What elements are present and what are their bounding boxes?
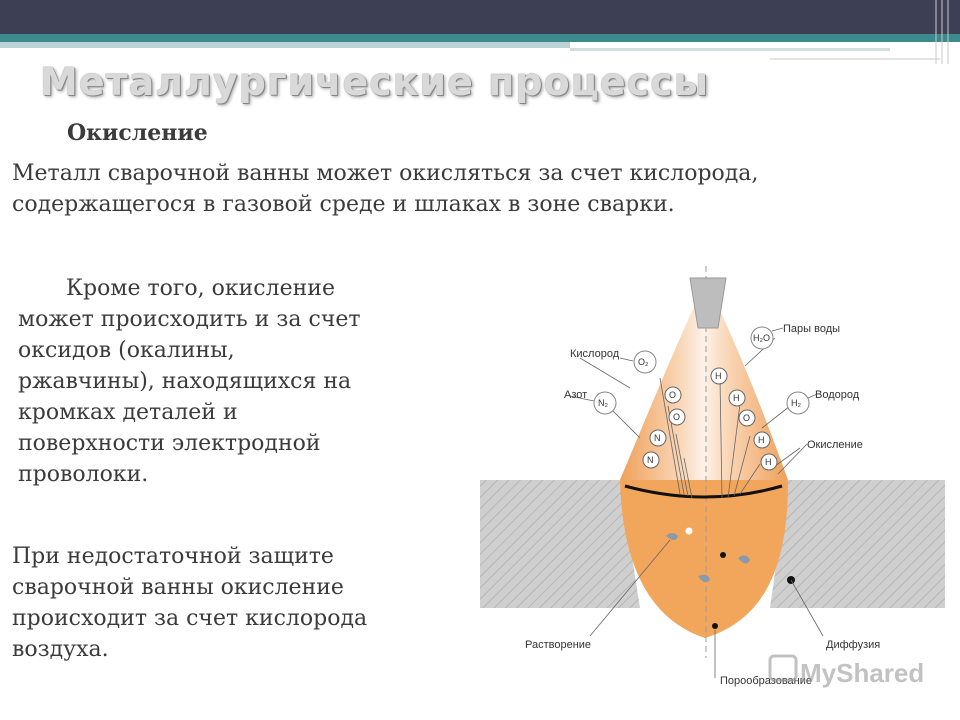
atom-h: H: [765, 457, 772, 467]
label-porosity: Порообразование: [720, 675, 813, 687]
label-nitrogen: Азот: [564, 389, 588, 401]
header-line-thin: [770, 58, 940, 60]
label-diffusion: Диффузия: [826, 639, 881, 651]
atom-o: O: [743, 413, 751, 423]
paragraph-3-line: При недостаточной защите: [12, 544, 334, 569]
paragraph-3-line: сварочной ванны окисление: [12, 575, 344, 600]
header-bar: [0, 0, 960, 34]
label-hydrogen: Водород: [815, 389, 860, 401]
atom-o: O: [669, 390, 677, 400]
atom-h: H: [733, 393, 740, 403]
subheading: Окисление: [67, 120, 208, 146]
paragraph-2-line: может происходить и за счет: [18, 307, 361, 332]
corner-decoration: [930, 0, 960, 64]
header-line: [570, 48, 890, 51]
header-stripe: [0, 34, 960, 42]
header-stripe-light: [0, 42, 570, 48]
molecule-o2: O₂: [638, 357, 649, 367]
atom-n: N: [654, 433, 661, 443]
paragraph-3-line: воздуха.: [12, 637, 109, 662]
paragraph-2: [18, 273, 468, 490]
paragraph-2-line: кромках деталей и: [18, 400, 238, 425]
paragraph-2-line: Кроме того, окисление: [66, 276, 335, 301]
molecule-h2o: H₂O: [753, 333, 770, 343]
label-water-vapor: Пары воды: [783, 323, 841, 335]
paragraph-1: Металл сварочной ванны может окисляться за счет кислорода, содержащегося в газовой среде и шлаках в зоне сварки.: [12, 161, 759, 217]
atom-o: O: [673, 412, 681, 422]
atom-h: H: [758, 435, 765, 445]
atom-n: N: [647, 455, 654, 465]
molecule-n2: N₂: [598, 398, 608, 408]
atom-h: H: [715, 371, 722, 381]
watermark-text: MyShared: [800, 658, 925, 688]
welding-diagram: [470, 258, 960, 720]
paragraph-3: [12, 541, 482, 665]
paragraph-2-line: оксидов (окалины,: [18, 338, 235, 363]
label-oxygen: Кислород: [570, 348, 620, 360]
paragraph-3-line: происходит за счет кислорода: [12, 606, 368, 631]
paragraph-2-line: проволоки.: [18, 462, 149, 487]
label-dissolution: Растворение: [525, 639, 592, 651]
label-oxidation: Окисление: [807, 439, 863, 451]
paragraph-2-line: ржавчины), находящихся на: [18, 369, 352, 394]
weld-pool: [620, 480, 788, 638]
slide-title: Металлургические процессы: [40, 60, 710, 104]
molecule-h2: H₂: [791, 398, 801, 408]
paragraph-2-line: поверхности электродной: [18, 431, 321, 456]
